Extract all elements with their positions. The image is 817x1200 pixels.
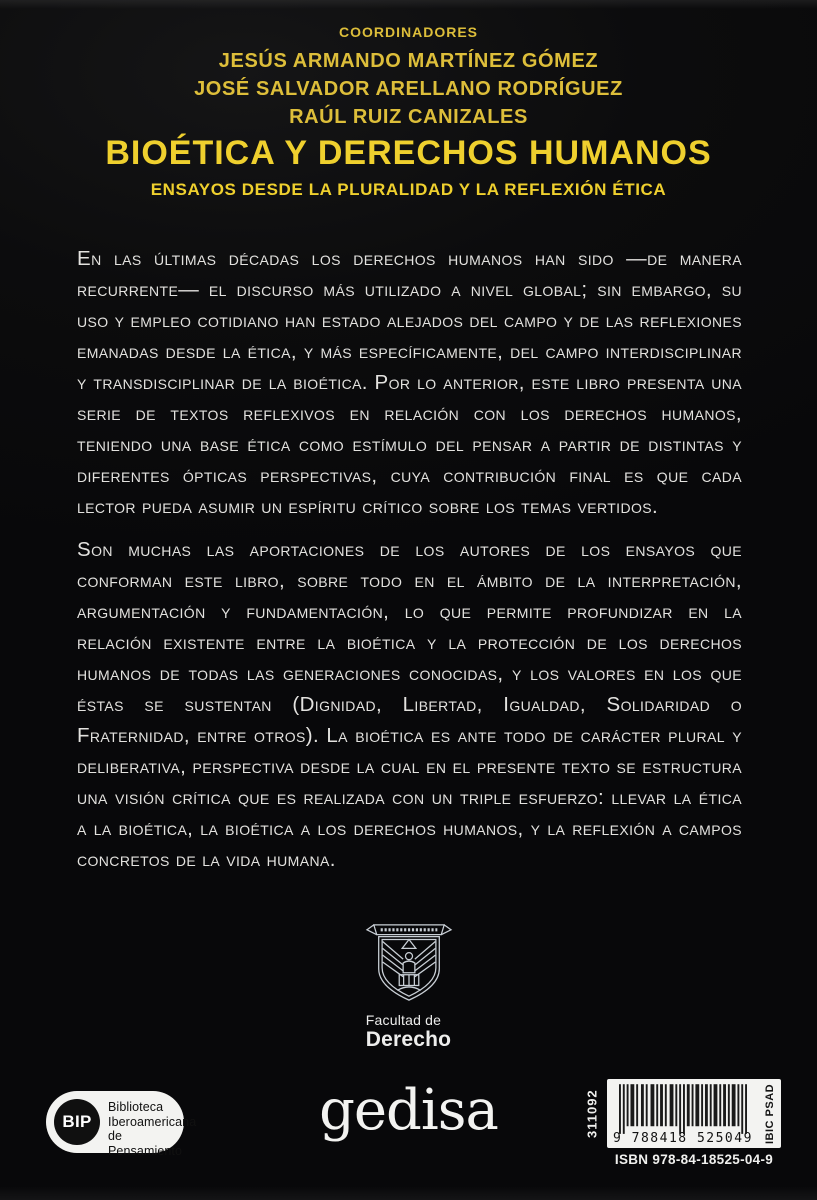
bip-label-line: Iberoamericana <box>108 1114 197 1129</box>
barcode-box <box>607 1079 781 1148</box>
bip-label-line: de Pensamiento <box>108 1129 183 1159</box>
print-run-number: 311092 <box>584 1089 600 1138</box>
barcode-icon <box>619 1084 747 1136</box>
bip-acronym-badge: BIP <box>54 1099 100 1145</box>
coordinator-name: JOSÉ SALVADOR ARELLANO RODRÍGUEZ <box>194 78 623 100</box>
synopsis-paragraph: Son muchas las aportaciones de los autores de los ensayos que conforman este libro, sobre todo en el ámbito de la interpretación, argumentación y fundamentación, lo que permite profundizar en la relación existente entre la bioética y la protección de los derechos humanos de todas las generaciones conocidas, y los valores en los que éstas se sustentan (Dignidad, Libertad, Igualdad, Solidaridad o Fraternidad, entre otros). La bioética es ante todo de carácter plural y deliberativa, perspectiva desde la cual en el presente texto se estructura una visión crítica que es realizada con un triple esfuerzo: llevar la ética a la bioética, la bioética a los derechos humanos, y la reflexión a campos concretos de la vida humana. <box>77 538 742 871</box>
isbn-label: ISBN 978-84-18525-04-9 <box>614 1152 774 1167</box>
faculty-logo-block <box>0 920 817 1052</box>
coordinators-block <box>0 24 817 131</box>
coordinator-name: RAÚL RUIZ CANIZALES <box>289 106 528 128</box>
coordinator-name: JESÚS ARMANDO MARTÍNEZ GÓMEZ <box>218 50 599 72</box>
synopsis-paragraph: En las últimas décadas los derechos humanos han sido —de manera recurrente— el discurso más utilizado a nivel global; sin embargo, su uso y empleo cotidiano han estado alejados del campo y de las reflexiones emanadas desde la ética, y más específicamente, del campo interdisciplinar y transdisciplinar de la bioética. Por lo anterior, este libro presenta una serie de textos reflexivos en relación con los derechos humanos, teniendo una base ética como estímulo del pensar a partir de distintas y diferentes ópticas perspectivas, cuya contribución final es que cada lector pueda asumir un espíritu crítico sobre los temas vertidos. <box>77 247 742 518</box>
ean-number: 9 788418 525049 <box>613 1131 753 1146</box>
faculty-name-line1: Facultad de <box>365 1012 442 1028</box>
faculty-name <box>366 1012 451 1052</box>
book-subtitle: ENSAYOS DESDE LA PLURALIDAD Y LA REFLEXIÓN ÉTICA <box>150 180 667 199</box>
coordinators-label: COORDINADORES <box>338 24 478 40</box>
ibic-code: IBIC PSAD <box>764 1083 776 1144</box>
synopsis <box>77 243 742 875</box>
publisher-gedisa-logo: gedisa <box>319 1078 498 1143</box>
bip-label-line: Biblioteca <box>108 1100 164 1114</box>
faculty-shield-icon <box>357 920 461 1006</box>
book-title: BIOÉTICA Y DERECHOS HUMANOS <box>105 134 712 172</box>
faculty-name-line2: Derecho <box>365 1028 452 1051</box>
